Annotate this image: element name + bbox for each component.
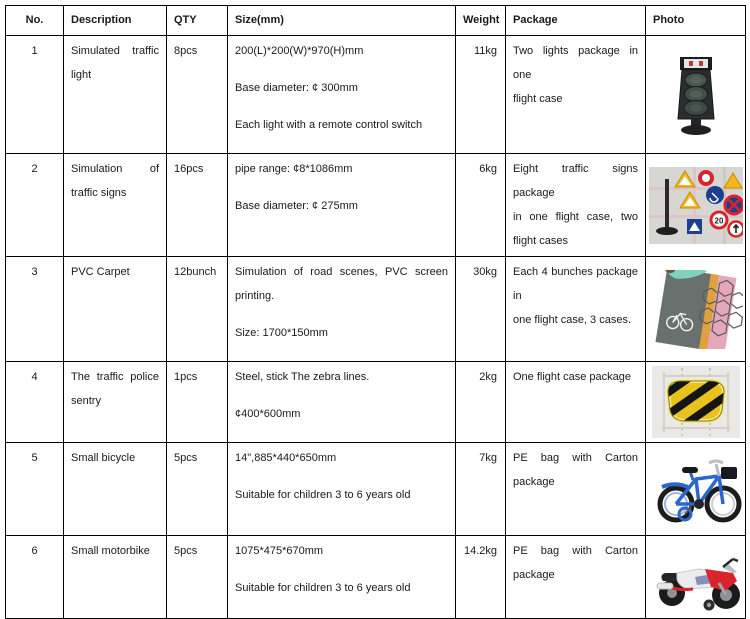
size-line: 200(L)*200(W)*970(H)mm <box>235 45 364 57</box>
row-number: 4 <box>6 362 64 443</box>
qty-cell: 1pcs <box>167 362 228 443</box>
package-line: flight cases <box>513 235 569 247</box>
header-size: Size(mm) <box>228 6 456 36</box>
header-no: No. <box>6 6 64 36</box>
size-line: Base diameter: ¢ 275mm <box>235 200 358 212</box>
photo-cell <box>646 257 746 362</box>
photo-cell <box>646 36 746 154</box>
table-row <box>6 36 746 154</box>
package-line: One flight case package <box>513 371 632 383</box>
qty-cell: 5pcs <box>167 443 228 536</box>
header-description: Description <box>64 6 167 36</box>
package-line: in one flight case, two <box>513 211 638 223</box>
qty-cell: 5pcs <box>167 536 228 619</box>
header-photo: Photo <box>646 6 746 36</box>
size-line: Simulation of road scenes, PVC screen printing. <box>235 266 448 302</box>
package-cell <box>506 257 646 362</box>
size-line: Suitable for children 3 to 6 years old <box>235 489 411 501</box>
size-line: ¢400*600mm <box>235 408 301 420</box>
package-line: package <box>513 476 555 488</box>
product-spec-table <box>5 5 746 619</box>
package-cell <box>506 154 646 257</box>
description-cell <box>64 154 167 257</box>
small-motorbike-photo <box>649 539 743 615</box>
row-number: 2 <box>6 154 64 257</box>
description-line: sentry <box>71 395 101 407</box>
svg-text:20: 20 <box>714 216 723 225</box>
size-line: Each light with a remote control switch <box>235 119 423 131</box>
header-qty: QTY <box>167 6 228 36</box>
package-line: Eight traffic signs package <box>513 163 638 199</box>
size-line: Steel, stick The zebra lines. <box>235 371 370 383</box>
table-row <box>6 536 746 619</box>
description-line: Simulation of <box>71 163 159 175</box>
size-line: Suitable for children 3 to 6 years old <box>235 582 411 594</box>
row-number: 3 <box>6 257 64 362</box>
size-cell <box>228 536 456 619</box>
description-cell <box>64 362 167 443</box>
row-number: 5 <box>6 443 64 536</box>
package-line: one flight case, 3 cases. <box>513 314 632 326</box>
package-line: Two lights package in one <box>513 45 638 81</box>
description-cell <box>64 257 167 362</box>
header-row <box>6 6 746 36</box>
qty-cell: 12bunch <box>167 257 228 362</box>
size-line: 1075*475*670mm <box>235 545 324 557</box>
table-row <box>6 257 746 362</box>
description-line: The traffic police <box>71 371 159 383</box>
size-line: Base diameter: ¢ 300mm <box>235 82 358 94</box>
photo-cell <box>646 443 746 536</box>
size-cell <box>228 154 456 257</box>
header-weight: Weight <box>456 6 506 36</box>
row-number: 6 <box>6 536 64 619</box>
weight-cell: 7kg <box>456 443 506 536</box>
traffic-light-photo <box>652 49 740 141</box>
weight-cell: 2kg <box>456 362 506 443</box>
description-cell <box>64 36 167 154</box>
size-line: 14",885*440*650mm <box>235 452 337 464</box>
table-row <box>6 362 746 443</box>
weight-cell: 6kg <box>456 154 506 257</box>
weight-cell: 30kg <box>456 257 506 362</box>
package-cell <box>506 36 646 154</box>
description-cell <box>64 443 167 536</box>
package-cell <box>506 536 646 619</box>
package-cell <box>506 443 646 536</box>
photo-cell <box>646 154 746 257</box>
size-cell <box>228 36 456 154</box>
size-line: Size: 1700*150mm <box>235 327 328 339</box>
photo-cell <box>646 536 746 619</box>
description-line: Simulated traffic <box>71 45 159 57</box>
package-line: PE bag with Carton <box>513 452 638 464</box>
header-package: Package <box>506 6 646 36</box>
table-row <box>6 443 746 536</box>
description-line: Small bicycle <box>71 452 136 464</box>
package-line: flight case <box>513 93 563 105</box>
police-sentry-photo <box>652 366 740 438</box>
package-cell <box>506 362 646 443</box>
description-line: Small motorbike <box>71 545 150 557</box>
qty-cell: 8pcs <box>167 36 228 154</box>
package-line: package <box>513 569 555 581</box>
pvc-carpet-photo <box>649 270 743 349</box>
photo-cell <box>646 362 746 443</box>
row-number: 1 <box>6 36 64 154</box>
package-line: Each 4 bunches package in <box>513 266 638 302</box>
description-cell <box>64 536 167 619</box>
package-line: PE bag with Carton <box>513 545 638 557</box>
description-line: light <box>71 69 92 81</box>
size-cell <box>228 257 456 362</box>
weight-cell: 11kg <box>456 36 506 154</box>
size-cell <box>228 443 456 536</box>
size-line: pipe range: ¢8*1086mm <box>235 163 353 175</box>
traffic-signs-photo <box>649 167 743 244</box>
table-row <box>6 154 746 257</box>
qty-cell: 16pcs <box>167 154 228 257</box>
description-line: PVC Carpet <box>71 266 130 278</box>
weight-cell: 14.2kg <box>456 536 506 619</box>
description-line: traffic signs <box>71 187 127 199</box>
small-bicycle-photo <box>649 449 743 529</box>
size-cell <box>228 362 456 443</box>
